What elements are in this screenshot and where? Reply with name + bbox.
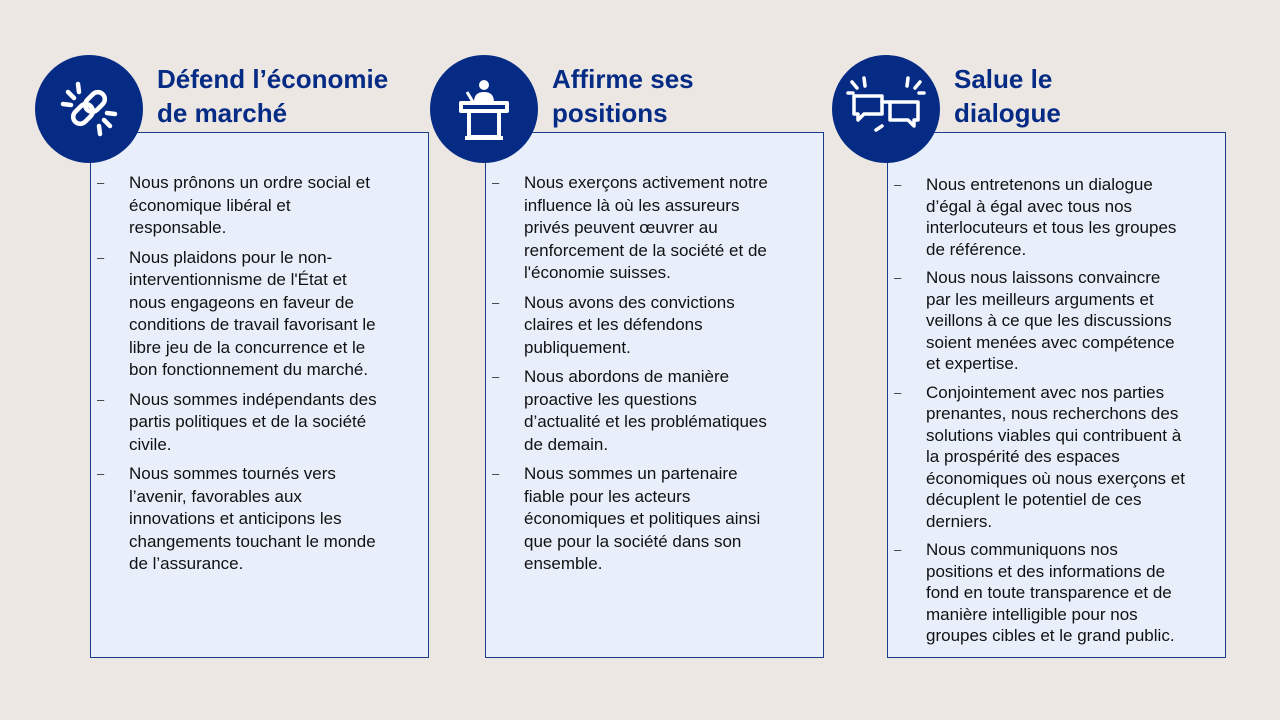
text-line: d’égal à égal avec tous nos <box>926 196 1133 216</box>
text-line: économique libéral et <box>129 195 291 215</box>
bullet-list <box>492 172 812 583</box>
dash-bullet: – <box>492 369 500 384</box>
title-line: de marché <box>157 98 288 128</box>
text-line: Nous sommes tournés vers <box>129 464 336 483</box>
icon-circle <box>35 55 143 163</box>
dash-bullet: – <box>97 391 105 407</box>
text-line: Nous communiquons nos <box>926 540 1118 559</box>
text-line: Nous entretenons un dialogue <box>926 175 1153 194</box>
dash-bullet: – <box>97 175 105 190</box>
text-line: libre jeu de la concurrence et le <box>129 337 366 357</box>
text-line: soient menées avec compétence <box>926 332 1175 352</box>
list-item <box>894 539 1214 647</box>
text-line: décuplent le potentiel de ces <box>926 490 1142 509</box>
text-line: manière intelligible pour nos <box>926 604 1138 624</box>
text-line: et expertise. <box>926 354 1019 373</box>
list-item <box>97 247 417 382</box>
text-line: groupes cibles et le grand public. <box>926 626 1175 645</box>
list-item <box>492 366 812 456</box>
text-line: par les meilleurs arguments et <box>926 289 1154 309</box>
list-item <box>894 267 1214 375</box>
text-line: solutions viables qui contribuent à <box>926 425 1182 445</box>
list-item <box>97 463 417 576</box>
text-line: privés peuvent œuvrer au <box>524 218 718 237</box>
text-line: derniers. <box>926 511 993 531</box>
title-line: positions <box>552 98 668 128</box>
list-item <box>894 382 1214 533</box>
column-title <box>954 62 1224 130</box>
text-line: Nous sommes indépendants des <box>129 389 377 409</box>
text-line: interventionnisme de l'État et <box>129 270 347 289</box>
dash-bullet: – <box>894 270 902 285</box>
text-line: proactive les questions <box>524 389 697 409</box>
list-item <box>894 174 1214 260</box>
text-line: changements touchant le monde <box>129 531 376 551</box>
text-line: responsable. <box>129 218 227 237</box>
list-item <box>97 172 417 240</box>
text-line: que pour la société dans son <box>524 531 742 551</box>
text-line: ensemble. <box>524 554 603 573</box>
dialogue-bubbles-icon <box>846 74 926 144</box>
dash-bullet: – <box>97 249 105 265</box>
text-line: de référence. <box>926 239 1027 259</box>
list-item <box>492 172 812 285</box>
text-line: Conjointement avec nos parties <box>926 382 1165 402</box>
dash-bullet: – <box>894 542 902 557</box>
column-economy <box>35 0 435 720</box>
title-line: Salue le <box>954 64 1053 94</box>
text-line: innovations et anticipons les <box>129 509 342 528</box>
text-line: bon fonctionnement du marché. <box>129 360 369 379</box>
text-line: positions et des informations de <box>926 561 1166 581</box>
text-line: Nous abordons de manière <box>524 367 730 386</box>
dash-bullet: – <box>97 466 105 481</box>
column-positions <box>430 0 830 720</box>
text-line: économiques et politiques ainsi <box>524 509 761 528</box>
text-line: claires et les défendons <box>524 315 703 334</box>
text-line: fiable pour les acteurs <box>524 486 691 506</box>
list-item <box>97 389 417 457</box>
text-line: la prospérité des espaces <box>926 447 1120 466</box>
text-line: interlocuteurs et tous les groupes <box>926 218 1177 237</box>
text-line: influence là où les assureurs <box>524 195 740 215</box>
bullet-list <box>894 174 1214 654</box>
bullet-list <box>97 172 417 583</box>
column-dialogue <box>832 0 1232 720</box>
list-item <box>492 463 812 576</box>
dash-bullet: – <box>894 384 902 400</box>
column-title <box>552 62 822 130</box>
icon-circle <box>832 55 940 163</box>
text-line: l'économie suisses. <box>524 263 671 282</box>
text-line: de demain. <box>524 434 609 454</box>
text-line: Nous nous laissons convaincre <box>926 268 1161 287</box>
text-line: civile. <box>129 434 172 454</box>
text-line: Nous sommes un partenaire <box>524 464 738 483</box>
text-line: fond en toute transparence et de <box>926 583 1172 602</box>
text-line: publiquement. <box>524 337 631 357</box>
text-line: économiques où nous exerçons et <box>926 468 1185 488</box>
title-line: dialogue <box>954 98 1061 128</box>
text-line: Nous avons des convictions <box>524 292 735 312</box>
text-line: conditions de travail favorisant le <box>129 315 376 334</box>
dash-bullet: – <box>492 294 500 310</box>
broken-link-icon <box>54 74 124 144</box>
podium-speaker-icon <box>449 74 519 144</box>
icon-circle <box>430 55 538 163</box>
text-line: prenantes, nous recherchons des <box>926 404 1179 423</box>
dash-bullet: – <box>492 466 500 481</box>
text-line: Nous plaidons pour le non- <box>129 247 333 267</box>
title-line: Défend l’économie <box>157 64 389 94</box>
dash-bullet: – <box>894 177 902 192</box>
text-line: d’actualité et les problématiques <box>524 412 767 431</box>
text-line: l’avenir, favorables aux <box>129 486 302 506</box>
list-item <box>492 292 812 360</box>
column-title <box>157 62 427 130</box>
dash-bullet: – <box>492 175 500 190</box>
text-line: Nous prônons un ordre social et <box>129 173 370 192</box>
text-line: Nous exerçons activement notre <box>524 173 768 192</box>
text-line: de l’assurance. <box>129 554 244 573</box>
text-line: veillons à ce que les discussions <box>926 311 1172 330</box>
text-line: renforcement de la société et de <box>524 240 767 260</box>
text-line: nous engageons en faveur de <box>129 292 354 312</box>
text-line: partis politiques et de la société <box>129 412 367 431</box>
title-line: Affirme ses <box>552 64 694 94</box>
